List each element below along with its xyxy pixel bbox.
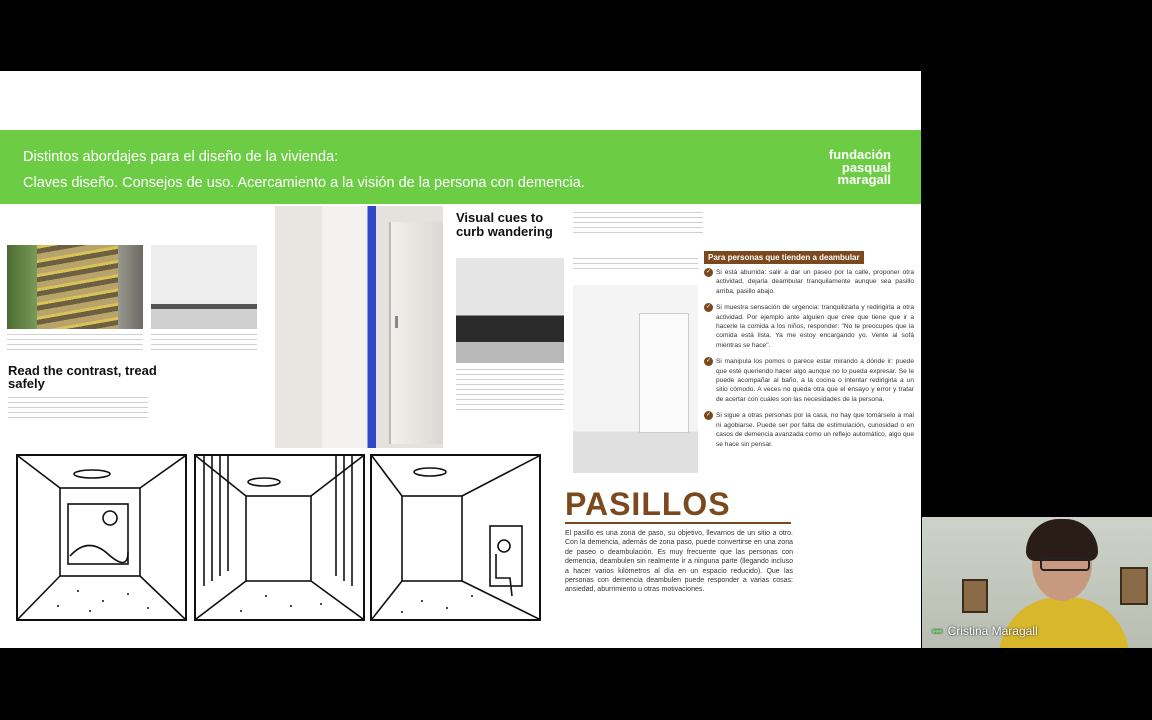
stairs-photo <box>7 245 143 329</box>
presentation-slide <box>0 71 921 648</box>
wall-frame <box>962 579 988 613</box>
more-dots-icon[interactable]: ••• <box>932 624 942 638</box>
participant-body <box>999 597 1129 648</box>
tip-text: Si está aburrida: salir a dar un paseo por la calle, proponer otra actividad, dejarla deambular tranquilamente aunque sea pasillo arriba, pasillo abajo. <box>716 269 914 295</box>
participant-name: Cristina Maragall <box>947 624 1038 638</box>
check-circle-icon: ✓ <box>705 269 712 275</box>
camouflage-caption <box>573 258 698 272</box>
fundacion-logo <box>829 149 891 187</box>
participant-video-tile[interactable] <box>922 517 1152 648</box>
logo-line3: maragall <box>837 172 891 187</box>
pasillos-underline <box>565 522 791 524</box>
participant-glasses <box>1040 557 1090 571</box>
wall-contrast-photo <box>151 245 257 329</box>
banner-title-line2: Claves diseño. Consejos de uso. Acercamiento a la visión de la persona con demencia. <box>23 175 585 191</box>
corridor-sketch-curtains <box>194 454 365 621</box>
check-circle-icon: ✓ <box>705 412 712 419</box>
visual-cues-intro <box>573 212 703 234</box>
pasillos-heading: PASILLOS <box>565 486 731 522</box>
participant-hair <box>1026 519 1098 561</box>
tip-item <box>704 411 914 449</box>
read-contrast-body <box>8 397 148 419</box>
wandering-tips-list <box>704 268 914 456</box>
check-circle-icon: ✓ <box>705 304 712 311</box>
tip-text: Si manipula los pomos o parece estar mirando a dónde ir: puede que esté queriendo hacer algo aunque no lo pueda expresar. Se le puede acompañar al baño, a la cocina o intentar redirigirla a un sitio cómodo. A veces no queda otra que el ensayo y error y tratar de acertar con cuáles son las necesidades de la persona. <box>716 358 914 403</box>
white-door-leaf <box>639 313 689 433</box>
tip-text: Si sigue a otras personas por la casa, no hay que tomárselo a mal ni agobiarse. Puede ser por falta de estimulación, curiosidad o en casos de demencia avanzada como un reflejo automático, algo que se hace sin pensar. <box>716 412 914 448</box>
banner-title-line1: Distintos abordajes para el diseño de la vivienda: <box>23 149 339 165</box>
visual-cues-heading: Visual cues to curb wandering <box>456 210 553 239</box>
corridor-sketch-window <box>16 454 187 621</box>
wall-frame <box>1120 567 1148 605</box>
read-contrast-heading: Read the contrast, tread safely <box>8 363 157 391</box>
tip-item <box>704 357 914 404</box>
blue-door-photo <box>275 206 443 448</box>
white-door-photo <box>573 285 698 473</box>
door-leaf <box>389 222 443 444</box>
pasillos-body: El pasillo es una zona de paso, su objetivo, llevarnos de un sitio a otro. Con la demencia, además de zona paso, puede convertirse en una zona de paseo o deambulación. Es muy frecuente que las personas con demencia, deambulen sin realmente ir a ninguna parte (llegando incluso a hacer varios kilómetros al día en un espacio reducido). Que las personas con demencia deambulen puede responder a varias cosas: ansiedad, aburrimiento u otras motivaciones. <box>565 530 793 594</box>
caption-wall <box>151 334 257 352</box>
caption-stairs <box>7 334 143 352</box>
tip-item <box>704 303 914 350</box>
tip-item <box>704 268 914 296</box>
doormat-photo <box>456 258 564 363</box>
title-banner <box>0 130 921 204</box>
logo-line1: fundación <box>828 147 891 162</box>
participant-name-label <box>932 624 1038 638</box>
corridor-sketch-person <box>370 454 541 621</box>
logo-line2: pasqual <box>841 159 891 175</box>
wandering-tips-title: Para personas que tienden a deambular <box>704 251 864 264</box>
curb-wandering-caption <box>456 369 564 413</box>
check-circle-icon: ✓ <box>705 358 712 365</box>
door-handle <box>395 316 398 328</box>
tip-text: Si muestra sensación de urgencia: tranquilizarla y redirigirla a otra actividad. Por ejemplo ante alguien que cree que tiene que ir a hacerle la comida a los niños, responder: "No te preocupes que la comida está lista. Ya me estoy encargando yo. Vente al sofá mientras se hace". <box>716 304 914 349</box>
